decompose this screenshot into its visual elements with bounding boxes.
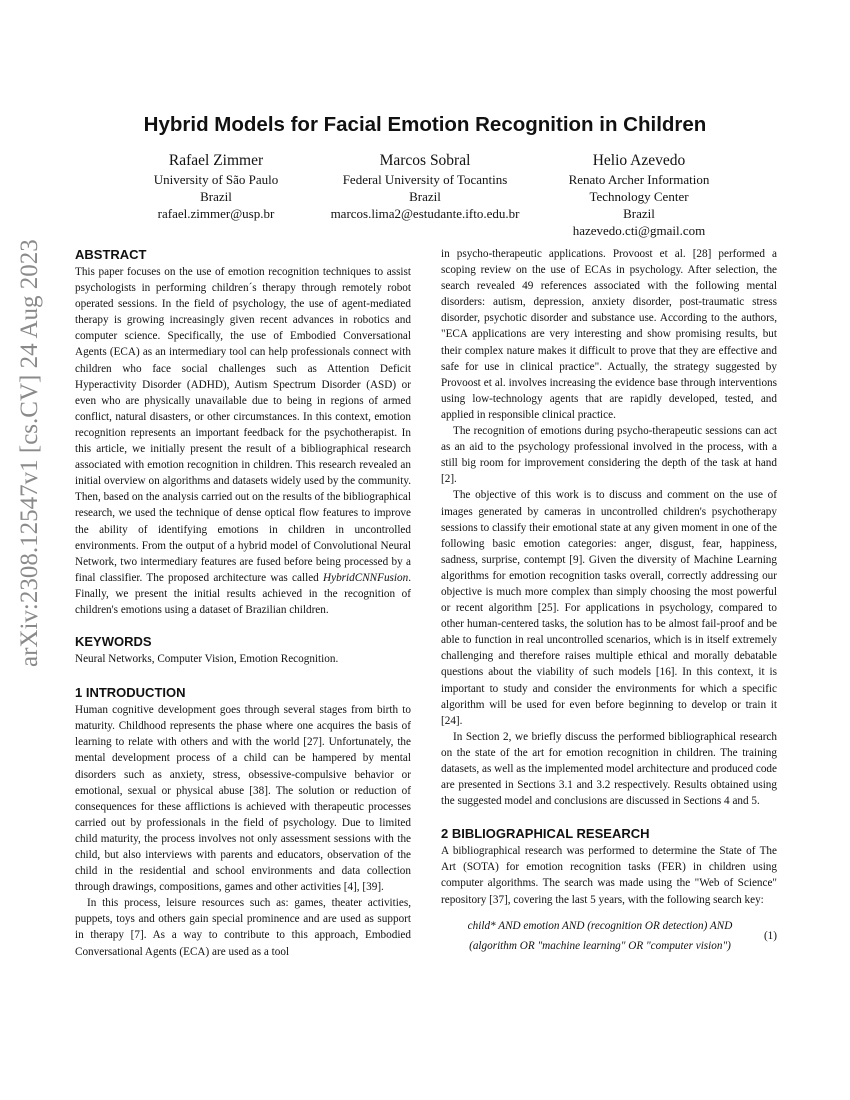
paragraph: A bibliographical research was performed to determine the State of The Art (SOTA) for emotion recognition tasks (FER) in children using computer algorithms. The search was made using the "Web of Science" repository [37], covering the last 5 years, with the following search key: bbox=[441, 845, 777, 906]
paragraph: The objective of this work is to discuss and comment on the use of images generated by cameras in uncontrolled children's psychotherapy sessions to classify their emotional state at any given moment in one of the following basic emotion categories: anger, disgust, fear, happiness, sadness, surprise, contempt [9]. Given the diversity of Machine Learning algorithms for emotion recognition tasks overall, correctly addressing our objective is much more complex than simply choosing the most powerful or recent algorithm [25]. For applications in psychology, compared to other human-centered tasks, the solution has to be almost fail-proof and be able to function in real uncontrolled scenarios, which is in itself extremely challenging and therefore raises multiple ethical and morally debatable questions about the viability of such models [16]. In this context, it is important to study and consider the environments for which a specific algorithm will be used for even before beginning to develop or train it [24]. bbox=[441, 489, 777, 727]
keywords-text: Neural Networks, Computer Vision, Emotion Recognition. bbox=[75, 653, 339, 666]
equation-line: (algorithm OR "machine learning" OR "computer vision") bbox=[469, 939, 731, 952]
paragraph: Human cognitive development goes through several stages from birth to maturity. Childhood represents the phase where one acquires the basis of learning to relate with others and with the world [27]. Unfortunately, the mental development process of a child can be hampered by mental disorders such as anxiety, stress, obsessive-compulsive behavior or emotional, sexual or physical abuse [38]. The solution or reduction of consequences for these afflictions is achieved with therapeutic processes carried out by professionals in the field of psychology. Due to limited child maturity, the process involves not only assessment sessions with the child, but also interviews with parents and educators, observation of the child in the residential and school environments and data collection through drawings, compositions, games and other activities [4], [39]. bbox=[75, 704, 411, 894]
author-affiliation: Technology Center bbox=[589, 189, 689, 204]
author-country: Brazil bbox=[200, 189, 232, 204]
author-email: marcos.lima2@estudante.ifto.edu.br bbox=[330, 206, 520, 221]
author-affiliation: Renato Archer Information bbox=[568, 172, 710, 187]
search-key-equation bbox=[441, 916, 777, 956]
author-block bbox=[96, 150, 336, 222]
abstract-text: This paper focuses on the use of emotion recognition techniques to assist psychologists in performing children´s therapy through remotely robot operated sessions. In the field of psychology, the use of agent-mediated therapy is growing increasingly given recent advances in robotics and computer science. Specifically, the use of Embodied Conversational Agents (ECA) as an intermediary tool can help professionals connect with children who face social challenges such as Attention Deficit Hyperactivity Disorder (ADHD), Autism Spectrum Disorder (ASD) or even who are physically unavailable due to being in regions of armed conflict, natural disasters, or other circumstances. In this context, emotion recognition represents an important feedback for the psychotherapist. In this article, we initially present the result of a bibliographical research associated with emotion recognition in children. This research revealed an initial overview on algorithms and datasets widely used by the community. Then, based on the analysis carried out on the results of the bibliographical research, we used the technique of dense optical flow features to improve the ability of identifying emotions in children in uncontrolled environments. From the output of a hybrid model of Convolutional Neural Network, two intermediary features are fused before being processed by a final classifier. The proposed architecture was called HybridCNNFusion. Finally, we present the initial results achieved in the recognition of children's emotions using a dataset of Brazilian children. bbox=[75, 266, 411, 616]
equation-line: child* AND emotion AND (recognition OR detection) AND bbox=[467, 919, 733, 932]
author-name: Helio Azevedo bbox=[592, 152, 686, 169]
arxiv-identifier: arXiv:2308.12547v1 [cs.CV] 24 Aug 2023 bbox=[16, 239, 43, 667]
author-email: hazevedo.cti@gmail.com bbox=[572, 223, 706, 238]
right-column bbox=[441, 246, 777, 956]
abstract-heading: ABSTRACT bbox=[75, 247, 147, 262]
author-country: Brazil bbox=[409, 189, 441, 204]
author-name: Marcos Sobral bbox=[379, 152, 471, 169]
author-affiliation: University of São Paulo bbox=[153, 172, 279, 187]
author-email: rafael.zimmer@usp.br bbox=[157, 206, 275, 221]
equation-number: (1) bbox=[763, 929, 777, 942]
paragraph: in psycho-therapeutic applications. Provoost et al. [28] performed a scoping review on the use of ECAs in psychology. After selection, the search revealed 49 references associated with the following mental disorders: autism, depression, anxiety disorder, post-traumatic stress disorder, psychotic disorder and substance use. According to the authors, "ECA applications are very interesting and show promising results, but their complex nature makes it difficult to prove that they are effective and safe for use in clinical practice". Actually, the strategy suggested by Provoost et al. involves increasing the evidence base through interventions using low-technology agents that are rapidly developed, tested, and applied in responsible clinical practice. bbox=[441, 248, 777, 421]
paragraph: In this process, leisure resources such as: games, theater activities, puppets, toys and others gain special prominence and are used as support in therapy [7]. As a way to contribute to this approach, Embodied Conversational Agents (ECA) are used as a tool bbox=[75, 897, 411, 958]
author-block bbox=[305, 150, 545, 222]
left-column bbox=[75, 246, 411, 960]
section2-heading: 2 BIBLIOGRAPHICAL RESEARCH bbox=[441, 826, 650, 842]
author-affiliation: Federal University of Tocantins bbox=[342, 172, 508, 187]
paragraph: The recognition of emotions during psycho-therapeutic sessions can act as an aid to the psychology professional involved in the process, with a still big room for improvement considering the depth of the task at hand [2]. bbox=[441, 425, 777, 486]
introduction-heading: 1 INTRODUCTION bbox=[75, 685, 186, 701]
keywords-heading: KEYWORDS bbox=[75, 634, 152, 650]
paper-title: Hybrid Models for Facial Emotion Recognition in Children bbox=[143, 113, 707, 136]
model-name: HybridCNNFusion bbox=[323, 571, 409, 584]
paragraph: In Section 2, we briefly discuss the performed bibliographical research on the state of the art for emotion recognition in children. The training datasets, as well as the implemented model architecture and produced code are presented in Sections 3.1 and 3.2 respectively. Results obtained using the suggested model and conclusions are discussed in Sections 4 and 5. bbox=[441, 730, 777, 808]
author-block bbox=[519, 150, 759, 239]
author-country: Brazil bbox=[623, 206, 655, 221]
author-name: Rafael Zimmer bbox=[168, 152, 264, 169]
